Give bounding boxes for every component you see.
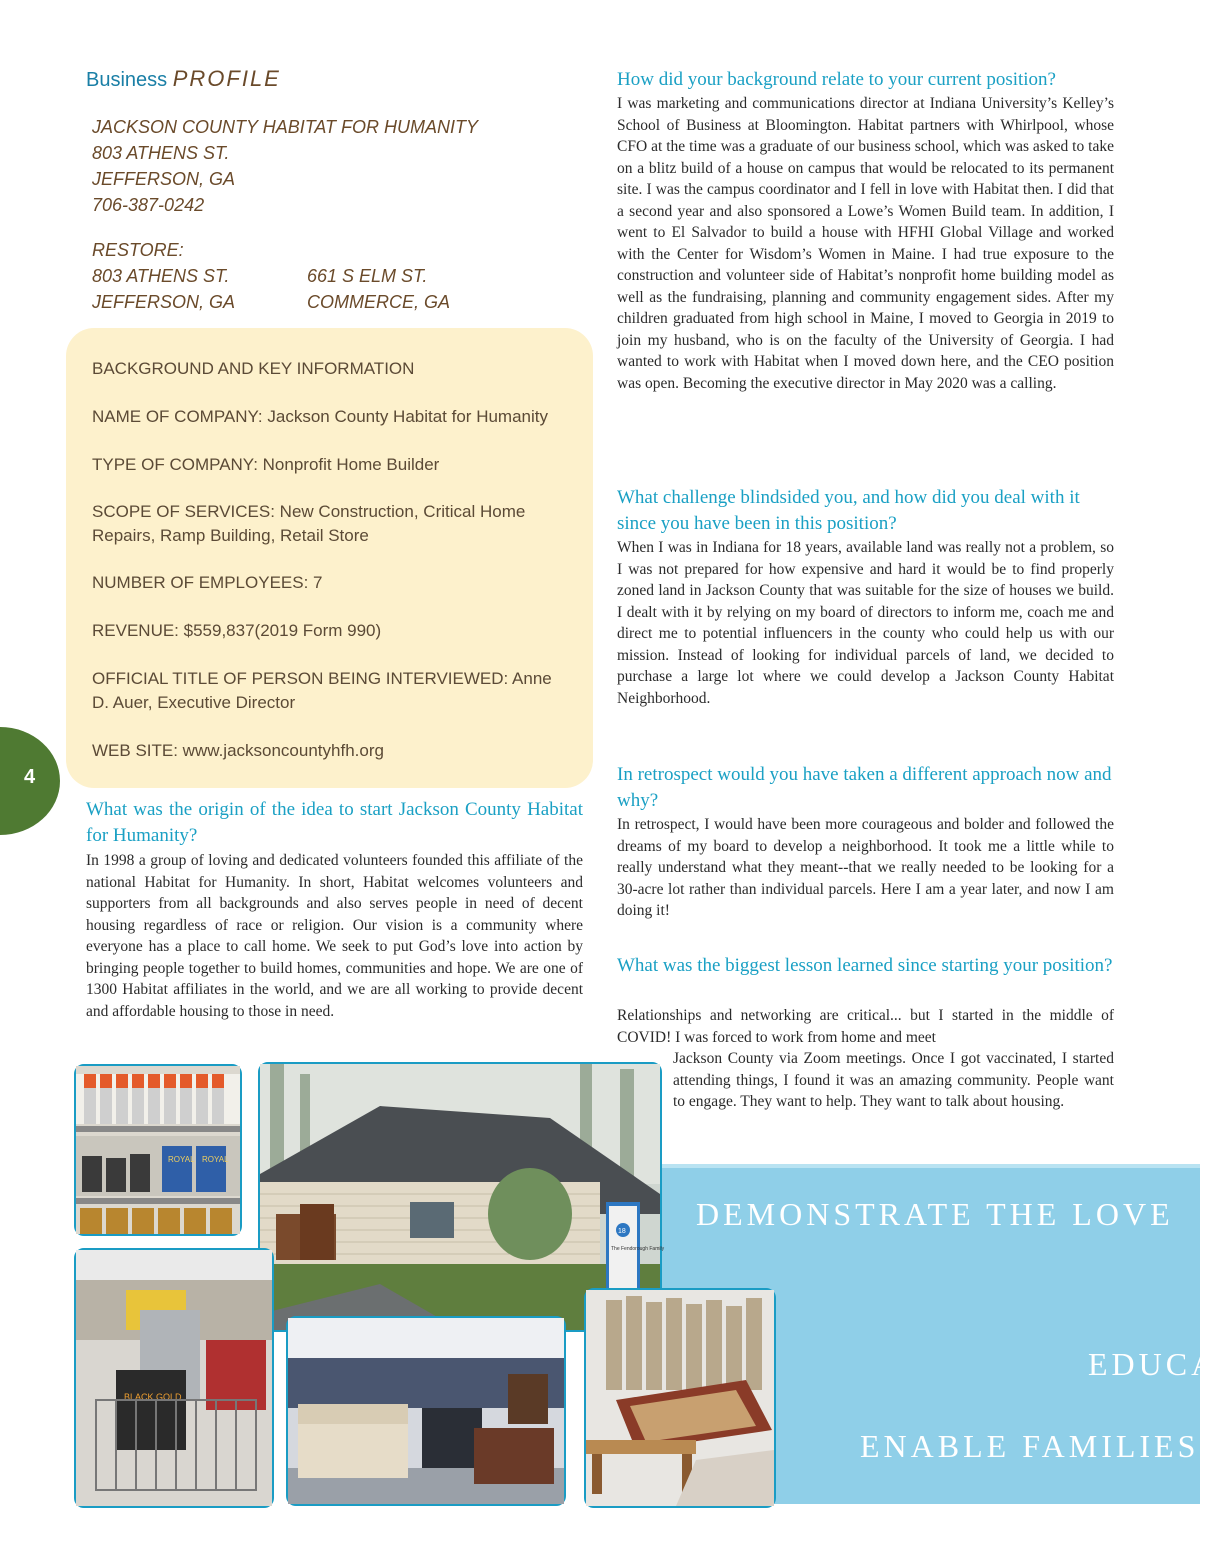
right-question-4: What was the biggest lesson learned since starting your position? <box>617 955 1113 976</box>
banner-line-3: ENABLE FAMILIES <box>860 1428 1200 1464</box>
left-answer: In 1998 a group of loving and dedicated volunteers founded this affiliate of the national Habitat for Humanity. In short, Habitat welcomes volunteers and supporters from all backgrounds and also serves people in need of decent housing regardless of race or religion. Our vision is a community where everyone has a place to call home. We seek to put God’s love into action by bringing people together to build homes, communities and hope. We are one of 1300 Habitat affiliates in the world, and we are all working to provide decent and affordable housing to those in need. <box>86 852 583 1020</box>
right-answer-4-rest: Jackson County via Zoom meetings. Once I got vaccinated, I started attending things, I found it was an amazing community. People want to engage. They want to help. They want to talk about housing. <box>673 1050 1114 1110</box>
keyinfo-official-title: OFFICIAL TITLE OF PERSON BEING INTERVIEWED: Anne D. Auer, Executive Director <box>92 669 552 712</box>
keyinfo-employees: NUMBER OF EMPLOYEES: 7 <box>92 573 323 592</box>
org-city: JEFFERSON, GA <box>92 169 236 189</box>
keyinfo-scope: SCOPE OF SERVICES: New Construction, Critical Home Repairs, Ramp Building, Retail Store <box>92 502 526 545</box>
paint-label-2: ROYAL <box>202 1155 229 1164</box>
restore-city-1: JEFFERSON, GA <box>92 292 236 312</box>
sign-number: 18 <box>618 1228 626 1235</box>
keyinfo-company-type: TYPE OF COMPANY: Nonprofit Home Builder <box>92 455 440 474</box>
keyinfo-website: WEB SITE: www.jacksoncountyhfh.org <box>92 741 384 760</box>
paint-shelves-image <box>76 1066 240 1234</box>
restore-label: RESTORE: <box>92 240 184 260</box>
restore-city-2: COMMERCE, GA <box>307 292 451 312</box>
bag-label: BLACK GOLD <box>124 1392 182 1402</box>
key-information-box <box>66 328 593 788</box>
address-block <box>92 114 478 218</box>
keyinfo-company-name: NAME OF COMPANY: Jackson County Habitat for Humanity <box>92 407 548 426</box>
sign-label: The Fendorough Family <box>611 1246 665 1252</box>
right-answer-4-start: Relationships and networking are critical... but I started in the middle of COVID! I was forced to work from home and meet <box>617 1007 1114 1046</box>
right-answer-1: I was marketing and communications director at Indiana University’s Kelley’s School of Business at Bloomington. Habitat partners with Whirlpool, whose CFO at the time was a graduate of our business school, which was asked to take on a blitz build of a house on campus that would be relocated to its permanent site. I was the campus coordinator and I fell in love with Habitat then. I did that a second year and also sponsored a Lowe’s Women Build team. In addition, I went to El Salvador to build a house with HFHI Global Village and worked with the Center for Wisdom’s Women in Maine. I had true exposure to the construction and volunteer side of Habitat’s nonprofit home building model as well as the fundraising, planning and community engagement sides. After my children graduated from high school in Maine, I moved to Georgia in 2019 to join my husband, who is on the faculty of the University of Georgia. I had wanted to work with Habitat when I moved down here, and the CEO position was open. Becoming the executive director in May 2020 was a calling. <box>617 95 1114 392</box>
right-answer-3: In retrospect, I would have been more courageous and bolder and followed the dreams of my board to develop a neighborhood. It took me a little while to really understand what they meant--that we really needed to be looking for a 30-acre lot rather than individual parcels. Here I am a year later, and now I am doing it! <box>617 816 1114 919</box>
keyinfo-title: BACKGROUND AND KEY INFORMATION <box>92 359 415 378</box>
org-name: JACKSON COUNTY HABITAT FOR HUMANITY <box>92 117 479 137</box>
right-question-3: In retrospect would you have taken a different approach now and why? <box>617 764 1112 811</box>
restore-location-2 <box>307 263 450 315</box>
banner-line-2: EDUCA <box>1088 1346 1218 1382</box>
paint-label-1: ROYAL <box>168 1155 195 1164</box>
left-question: What was the origin of the idea to start Jackson County Habitat for Humanity? <box>86 799 583 846</box>
furniture-image <box>288 1318 564 1504</box>
cart-image <box>76 1250 272 1506</box>
keyinfo-revenue: REVENUE: $559,837(2019 Form 990) <box>92 621 382 640</box>
right-answer-2: When I was in Indiana for 18 years, available land was really not a problem, so I was not prepared for how expensive and hard it would be to find properly zoned land in Jackson County that was suitable for the size of houses we build. I dealt with it by relying on my board of directors to inform me, coach me and direct me to potential influencers in the county who could help us with our mission. Instead of looking for individual parcels of land, we decided to purchase a large lot where we could develop a Jackson County Habitat Neighborhood. <box>617 539 1114 707</box>
rugs-photo <box>584 1288 776 1508</box>
shopping-cart-photo <box>74 1248 274 1508</box>
right-question-1: How did your background relate to your current position? <box>617 69 1056 90</box>
paint-shelves-photo <box>74 1064 242 1236</box>
restore-street-1: 803 ATHENS ST. <box>92 266 230 286</box>
restore-street-2: 661 S ELM ST. <box>307 266 428 286</box>
page-number: 4 <box>24 766 36 788</box>
header-profile: PROFILE <box>172 66 281 91</box>
banner-line-1: DEMONSTRATE THE LOVE <box>696 1196 1174 1232</box>
org-street: 803 ATHENS ST. <box>92 143 230 163</box>
furniture-store-photo <box>286 1316 566 1506</box>
restore-location-1 <box>92 263 235 315</box>
rugs-image <box>586 1290 774 1506</box>
header-business: Business <box>86 69 168 91</box>
org-phone: 706-387-0242 <box>92 195 205 215</box>
section-header <box>86 66 281 92</box>
right-question-2: What challenge blindsided you, and how did you deal with it since you have been in this position? <box>617 487 1080 534</box>
